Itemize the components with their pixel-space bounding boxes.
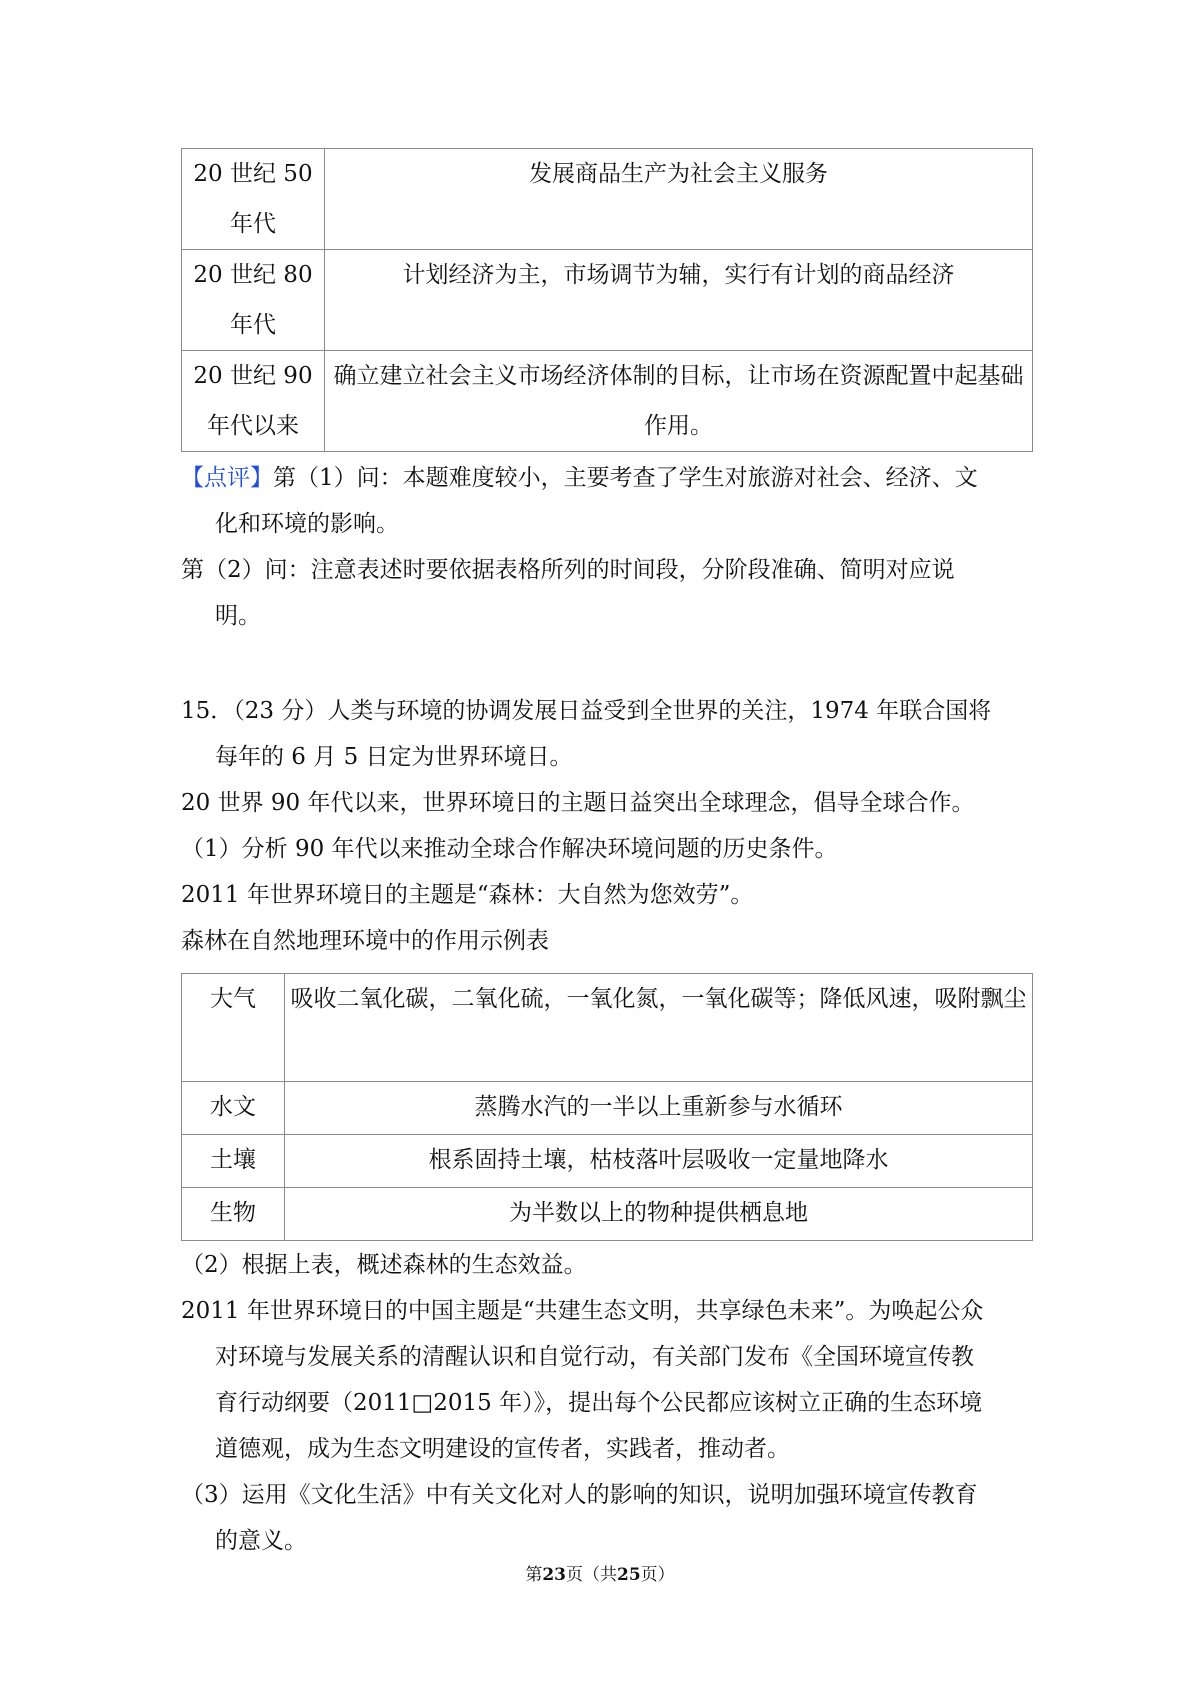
- table-row: [182, 351, 1033, 452]
- content-cell: 确立建立社会主义市场经济体制的目标，让市场在资源配置中起基础作用。: [325, 351, 1033, 452]
- question-1-line: （1）分析 90 年代以来推动全球合作解决环境问题的历史条件。: [181, 836, 838, 862]
- period-cell: 20 世纪 80 年代: [182, 250, 325, 351]
- question-3-line: 的意义。: [215, 1528, 307, 1554]
- content-cell: 蒸腾水汽的一半以上重新参与水循环: [285, 1082, 1033, 1135]
- comment-line: [181, 453, 978, 503]
- content-cell: 发展商品生产为社会主义服务: [325, 149, 1033, 250]
- economic-policy-table: [181, 148, 1033, 452]
- page-footer: [0, 1563, 1200, 1587]
- question-15-line: 20 世界 90 年代以来，世界环境日的主题日益突出全球理念，倡导全球合作。: [181, 790, 975, 816]
- question-3-line: （3）运用《文化生活》中有关文化对人的影响的知识，说明加强环境宣传教育: [181, 1482, 978, 1508]
- content-cell: 为半数以上的物种提供栖息地: [285, 1188, 1033, 1241]
- category-cell: 大气: [182, 974, 285, 1082]
- paragraph-line: 对环境与发展关系的清醒认识和自觉行动，有关部门发布《全国环境宣传教: [215, 1344, 974, 1370]
- category-cell: 生物: [182, 1188, 285, 1241]
- paragraph-line: 2011 年世界环境日的中国主题是“共建生态文明，共享绿色未来”。为唤起公众: [181, 1298, 984, 1324]
- question-2-line: （2）根据上表，概述森林的生态效益。: [181, 1252, 587, 1278]
- comment-tag: 【点评】: [181, 465, 273, 491]
- content-cell: 吸收二氧化碳，二氧化硫，一氧化氮，一氧化碳等；降低风速，吸附飘尘: [285, 974, 1033, 1082]
- paragraph-line: 育行动纲要（2011□2015 年）》，提出每个公民都应该树立正确的生态环境: [215, 1390, 983, 1416]
- table-row: [182, 1188, 1033, 1241]
- period-cell: 20 世纪 90 年代以来: [182, 351, 325, 452]
- table-caption: 森林在自然地理环境中的作用示例表: [181, 928, 549, 954]
- category-cell: 土壤: [182, 1135, 285, 1188]
- table-row: [182, 1082, 1033, 1135]
- table-row: [182, 1135, 1033, 1188]
- content-cell: 根系固持土壤，枯枝落叶层吸收一定量地降水: [285, 1135, 1033, 1188]
- table-row: [182, 149, 1033, 250]
- comment-text: 第（1）问：本题难度较小，主要考查了学生对旅游对社会、经济、文: [273, 465, 978, 491]
- footer-middle: 页（共: [566, 1565, 617, 1585]
- question-15-line: 每年的 6 月 5 日定为世界环境日。: [215, 744, 573, 770]
- content-cell: 计划经济为主，市场调节为辅，实行有计划的商品经济: [325, 250, 1033, 351]
- page-number: 23: [542, 1565, 566, 1585]
- question-15-line: 15．（23 分）人类与环境的协调发展日益受到全世界的关注，1974 年联合国将: [181, 698, 992, 724]
- comment-line: 第（2）问：注意表述时要依据表格所列的时间段，分阶段准确、简明对应说: [181, 557, 955, 583]
- period-cell: 20 世纪 50 年代: [182, 149, 325, 250]
- forest-function-table: [181, 973, 1033, 1241]
- category-cell: 水文: [182, 1082, 285, 1135]
- footer-prefix: 第: [525, 1565, 543, 1585]
- total-pages: 25: [617, 1565, 641, 1585]
- footer-suffix: 页）: [640, 1565, 675, 1585]
- comment-line: 化和环境的影响。: [215, 511, 399, 537]
- table-row: [182, 974, 1033, 1082]
- theme-line: 2011 年世界环境日的主题是“森林：大自然为您效劳”。: [181, 882, 754, 908]
- comment-line: 明。: [215, 603, 261, 629]
- table-row: [182, 250, 1033, 351]
- paragraph-line: 道德观，成为生态文明建设的宣传者，实践者，推动者。: [215, 1436, 790, 1462]
